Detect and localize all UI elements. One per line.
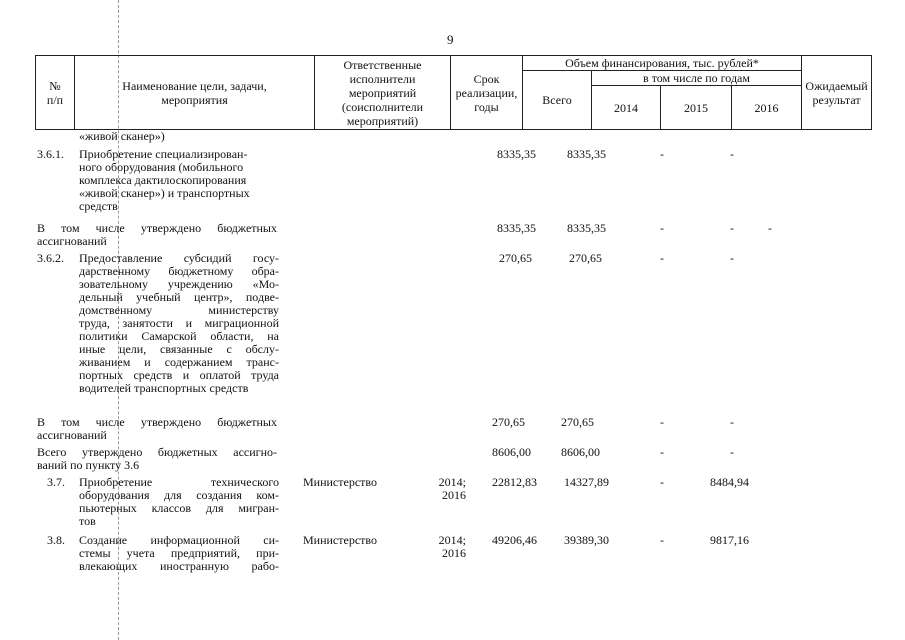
page-number: 9 xyxy=(447,32,454,47)
header-total: Всего xyxy=(523,71,592,130)
row-num: 3.6.2. xyxy=(37,251,64,265)
row-name-line: Предоставление субсидий госу- xyxy=(79,251,279,265)
row-2016: 8484,94 xyxy=(710,475,749,489)
row-name-line: портных средств и оплатой труда xyxy=(79,368,279,382)
row-total: 8335,35 xyxy=(497,221,536,235)
row-2014: 39389,30 xyxy=(564,533,609,547)
row-2016: - xyxy=(730,415,734,429)
row-executor: Министерство xyxy=(303,533,377,547)
row-term-line: 2014; xyxy=(438,475,466,489)
row-2015: - xyxy=(660,475,664,489)
row-name-line: Приобретение технического xyxy=(79,475,279,489)
row-name xyxy=(37,416,277,442)
header-executors: Ответственные исполнители мероприятий (соисполнители мероприятий) xyxy=(315,56,451,130)
row-2015: - xyxy=(660,445,664,459)
header-term: Срок реализации, годы xyxy=(451,56,523,130)
row-name-line: пьютерных классов для мигран- xyxy=(79,501,279,515)
row-total: 49206,46 xyxy=(492,533,537,547)
row-name-line: ного оборудования (мобильного xyxy=(79,160,244,174)
row-name-line: В том числе утверждено бюджетных xyxy=(37,221,277,235)
row-name xyxy=(79,476,279,528)
row-name-line: стемы учета предприятий, при- xyxy=(79,546,279,560)
row-name-line: Приобретение специализирован- xyxy=(79,147,248,161)
row-2015: - xyxy=(660,533,664,547)
row-total: 8606,00 xyxy=(492,445,531,459)
row-name xyxy=(79,534,279,573)
row-2014: 8606,00 xyxy=(561,445,600,459)
header-by-years: в том числе по годам xyxy=(592,71,802,86)
row-2014: 8335,35 xyxy=(567,221,606,235)
row-num: 3.7. xyxy=(47,475,65,489)
row-term xyxy=(420,534,466,560)
header-2016: 2016 xyxy=(732,86,802,130)
row-name-line: «живой сканер») и транспортных xyxy=(79,186,250,200)
row-total: 8335,35 xyxy=(497,147,536,161)
row-term-line: 2016 xyxy=(442,546,466,560)
row-name-line: иные цели, связанные с обслу- xyxy=(79,342,279,356)
row-num: 3.8. xyxy=(47,533,65,547)
row-name-line: средств xyxy=(79,199,118,213)
row-name-line: Создание информационной си- xyxy=(79,533,279,547)
row-2015: - xyxy=(660,221,664,235)
row-name xyxy=(79,252,279,395)
row-name-line: ваний по пункту 3.6 xyxy=(37,458,140,472)
row-2015: - xyxy=(660,415,664,429)
row-name-line: домственному министерству xyxy=(79,303,279,317)
row-2016: - xyxy=(730,251,734,265)
row-2016: - xyxy=(730,221,734,235)
row-2016: 9817,16 xyxy=(710,533,749,547)
row-name-line: дарственному бюджетному обра- xyxy=(79,264,279,278)
row-2016: - xyxy=(730,445,734,459)
row-total: 22812,83 xyxy=(492,475,537,489)
row-num: 3.6.1. xyxy=(37,147,64,161)
row-term-line: 2014; xyxy=(438,533,466,547)
header-name: Наименование цели, задачи, мероприятия xyxy=(75,56,315,130)
row-term-line: 2016 xyxy=(442,488,466,502)
table-header xyxy=(35,55,872,130)
header-num: № п/п xyxy=(36,56,75,130)
row-total: 270,65 xyxy=(492,415,525,429)
row-name-line: дельный учебный центр», подве- xyxy=(79,290,279,304)
row-name-line: влекающих иностранную рабо- xyxy=(79,559,279,573)
row-term xyxy=(420,476,466,502)
row-total: 270,65 xyxy=(499,251,532,265)
row-2014: 270,65 xyxy=(561,415,594,429)
row-name-line: ассигнований xyxy=(37,234,107,248)
row-name-line: политики Самарской области, на xyxy=(79,329,279,343)
header-2015: 2015 xyxy=(661,86,732,130)
row-name xyxy=(37,446,277,472)
header-2014: 2014 xyxy=(592,86,661,130)
row-name-line: В том числе утверждено бюджетных xyxy=(37,415,277,429)
row-2014: 270,65 xyxy=(569,251,602,265)
row-name-line: живанием и содержанием транс- xyxy=(79,355,279,369)
row-name-line: оборудования для создания ком- xyxy=(79,488,279,502)
row-2014: 14327,89 xyxy=(564,475,609,489)
row-name xyxy=(37,222,277,248)
row-result: - xyxy=(768,221,772,235)
row-name xyxy=(79,148,279,213)
row-name-line: комплекса дактилоскопирования xyxy=(79,173,247,187)
row-name-line: Всего утверждено бюджетных ассигно- xyxy=(37,445,277,459)
row-name-line: ассигнований xyxy=(37,428,107,442)
row-2015: - xyxy=(660,251,664,265)
header-result: Ожидаемый результат xyxy=(802,56,872,130)
row-name-line: тов xyxy=(79,514,96,528)
row-name-line: труда, занятости и миграционной xyxy=(79,316,279,330)
header-funding: Объем финансирования, тыс. рублей* xyxy=(523,56,802,71)
row-name-line: водителей транспортных средств xyxy=(79,381,249,395)
row-2015: - xyxy=(660,147,664,161)
row-2014: 8335,35 xyxy=(567,147,606,161)
row-executor: Министерство xyxy=(303,475,377,489)
row-name-line: зовательному учреждению «Мо- xyxy=(79,277,279,291)
row-2016: - xyxy=(730,147,734,161)
carry-over-text: «живой сканер») xyxy=(79,129,165,143)
